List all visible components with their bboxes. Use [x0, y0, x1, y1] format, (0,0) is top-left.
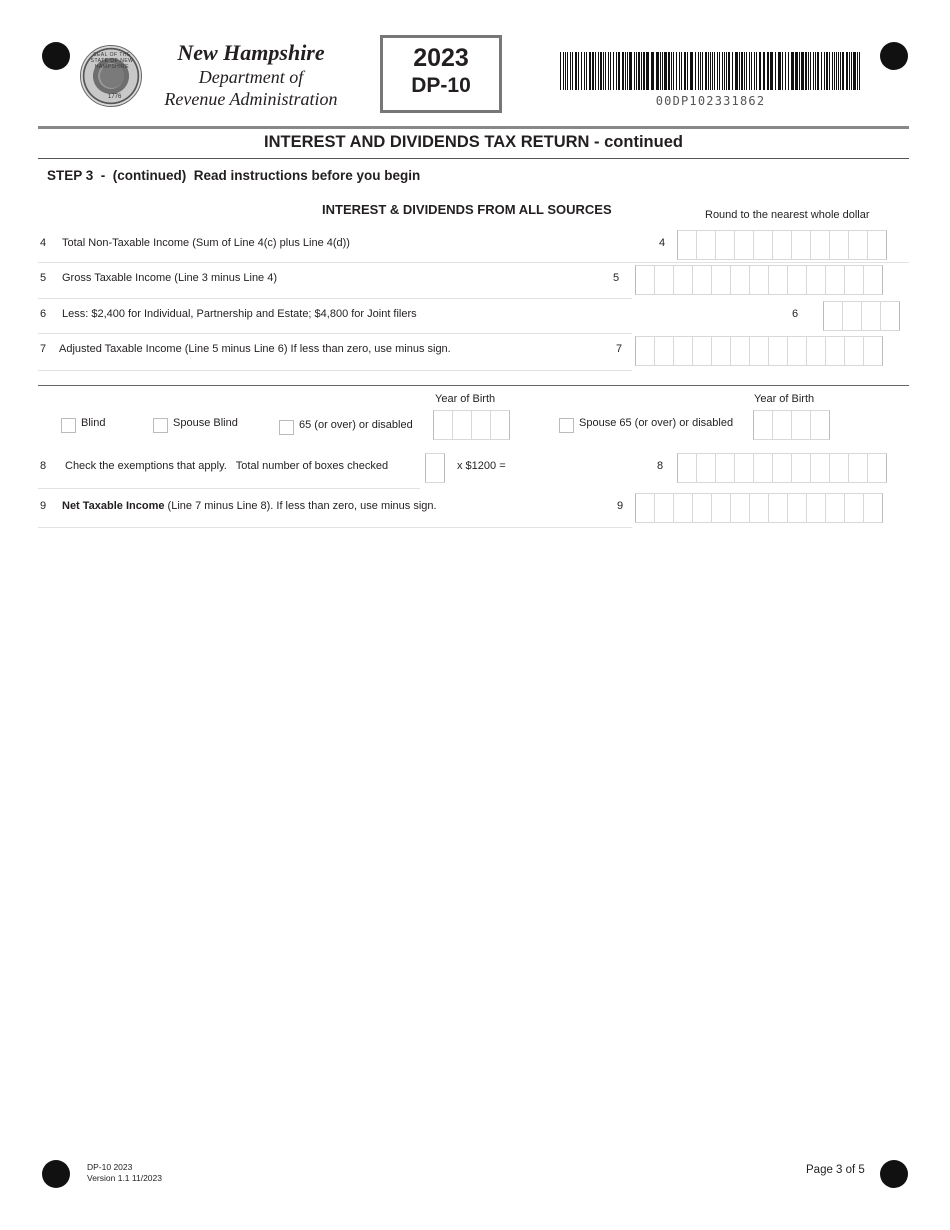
barcode-bar	[791, 52, 794, 90]
digit-cell[interactable]	[810, 453, 830, 483]
barcode-bar	[572, 52, 573, 90]
digit-cell[interactable]	[844, 336, 864, 366]
digit-cell[interactable]	[677, 453, 697, 483]
barcode-bar	[608, 52, 609, 90]
state-seal-icon: SEAL OF THE STATE OF NEW HAMPSHIRE 1776	[80, 45, 142, 107]
digit-cell[interactable]	[768, 493, 788, 523]
barcode-bar	[570, 52, 571, 90]
barcode-bar	[767, 52, 769, 90]
barcode-bar	[600, 52, 602, 90]
digit-cell[interactable]	[867, 453, 887, 483]
section-divider	[38, 385, 909, 386]
digit-cell[interactable]	[730, 493, 750, 523]
digit-cell[interactable]	[425, 453, 445, 483]
digit-cell[interactable]	[692, 493, 712, 523]
barcode-bar	[662, 52, 663, 90]
line-7-ref: 7	[616, 343, 623, 355]
barcode-bar	[726, 52, 727, 90]
barcode-bar	[817, 52, 819, 90]
barcode-bar	[714, 52, 715, 90]
barcode-bar	[857, 52, 858, 90]
footer-version: Version 1.1 11/2023	[87, 1173, 162, 1183]
barcode-bar	[634, 52, 635, 90]
barcode-bar	[651, 52, 654, 90]
barcode-bar	[778, 52, 781, 90]
barcode-bar	[756, 52, 757, 90]
barcode-bar	[724, 52, 725, 90]
barcode-bar	[826, 52, 828, 90]
line-4-label: Total Non-Taxable Income (Sum of Line 4(c) plus Line 4(d))	[62, 237, 350, 249]
barcode-bar	[698, 52, 699, 90]
barcode-bar	[702, 52, 703, 90]
agency-state: New Hampshire	[177, 40, 325, 65]
barcode-bar	[656, 52, 659, 90]
barcode-bar	[687, 52, 688, 90]
barcode-bar	[581, 52, 582, 90]
line-7-rule	[38, 370, 632, 371]
digit-cell[interactable]	[711, 265, 731, 295]
barcode-bar	[584, 52, 585, 90]
blind-label: Blind	[81, 417, 106, 429]
digit-cell[interactable]	[880, 301, 900, 331]
barcode-bar	[673, 52, 674, 90]
digit-cell[interactable]	[696, 453, 716, 483]
digit-cell[interactable]	[452, 410, 472, 440]
barcode-bar	[808, 52, 809, 90]
registration-mark-top-left	[42, 42, 70, 70]
digit-cell[interactable]	[715, 453, 735, 483]
barcode-bar	[589, 52, 591, 90]
barcode-bar	[681, 52, 682, 90]
registration-mark-bottom-right	[880, 1160, 908, 1188]
barcode-bar	[840, 52, 841, 90]
digit-cell[interactable]	[673, 493, 693, 523]
barcode-bar	[605, 52, 606, 90]
digit-cell[interactable]	[829, 230, 849, 260]
barcode-bar	[616, 52, 617, 90]
line-5-amount-field[interactable]	[635, 265, 883, 295]
digit-cell[interactable]	[635, 336, 655, 366]
barcode-bar	[603, 52, 604, 90]
barcode-bar	[805, 52, 807, 90]
barcode-bar	[801, 52, 804, 90]
form-year: 2023	[413, 44, 469, 72]
barcode-bar	[567, 52, 568, 90]
form-id-box	[380, 35, 502, 113]
digit-cell[interactable]	[635, 265, 655, 295]
barcode-bar	[849, 52, 850, 90]
barcode-bar	[744, 52, 745, 90]
digit-cell[interactable]	[673, 265, 693, 295]
barcode-bar	[684, 52, 686, 90]
barcode-bar	[763, 52, 765, 90]
digit-cell[interactable]	[715, 230, 735, 260]
digit-cell[interactable]	[825, 493, 845, 523]
digit-cell[interactable]	[711, 493, 731, 523]
digit-cell[interactable]	[863, 336, 883, 366]
line-7-number: 7	[40, 343, 47, 355]
barcode-bar	[853, 52, 856, 90]
digit-cell[interactable]	[692, 265, 712, 295]
digit-cell[interactable]	[787, 265, 807, 295]
barcode-bar	[695, 52, 696, 90]
line-7-label: Adjusted Taxable Income (Line 5 minus Line 6) If less than zero, use minus sign.	[59, 343, 451, 355]
barcode-bar	[813, 52, 814, 90]
line-9-ref: 9	[617, 500, 624, 512]
spouse-year-of-birth-field[interactable]	[753, 410, 830, 440]
spouse-age65-checkbox[interactable]	[559, 418, 574, 433]
line-7-amount-field[interactable]	[635, 336, 883, 366]
barcode-bar	[851, 52, 852, 90]
digit-cell[interactable]	[692, 336, 712, 366]
barcode-bar	[613, 52, 614, 90]
barcode-bar	[578, 52, 579, 90]
digit-cell[interactable]	[861, 301, 881, 331]
barcode-bar	[829, 52, 830, 90]
barcode-bar	[668, 52, 670, 90]
digit-cell[interactable]	[471, 410, 491, 440]
barcode-bar	[728, 52, 730, 90]
barcode-bar	[592, 52, 594, 90]
line-4-rule	[38, 262, 909, 263]
line-9-label-rest: (Line 7 minus Line 8). If less than zero, use minus sign.	[164, 500, 437, 512]
line-6-amount-field[interactable]	[823, 301, 900, 331]
barcode-bar	[719, 52, 720, 90]
barcode-bar	[754, 52, 755, 90]
age65-checkbox[interactable]	[279, 420, 294, 435]
line-9-label-bold: Net Taxable Income	[62, 500, 165, 512]
digit-cell[interactable]	[490, 410, 510, 440]
barcode-bar	[722, 52, 723, 90]
barcode-bar	[775, 52, 776, 90]
line-4-number: 4	[40, 237, 47, 249]
digit-cell[interactable]	[753, 230, 773, 260]
barcode-bar	[560, 52, 561, 90]
barcode-text: 00DP102331862	[655, 94, 766, 108]
barcode-bar	[710, 52, 711, 90]
digit-cell[interactable]	[768, 265, 788, 295]
line-5-ref: 5	[613, 272, 620, 284]
barcode-bar	[749, 52, 750, 90]
digit-cell[interactable]	[654, 493, 674, 523]
digit-cell[interactable]	[867, 230, 887, 260]
line-8-multiplier: x $1200 =	[457, 460, 506, 472]
barcode-bar	[821, 52, 822, 90]
barcode-bar	[770, 52, 773, 90]
digit-cell[interactable]	[635, 493, 655, 523]
digit-cell[interactable]	[863, 265, 883, 295]
digit-cell[interactable]	[810, 410, 830, 440]
barcode-bar	[838, 52, 839, 90]
digit-cell[interactable]	[654, 336, 674, 366]
digit-cell[interactable]	[829, 453, 849, 483]
barcode-bar	[815, 52, 816, 90]
barcode-bar	[638, 52, 640, 90]
digit-cell[interactable]	[673, 336, 693, 366]
barcode-bar	[565, 52, 566, 90]
line-8-rule	[38, 488, 420, 489]
digit-cell[interactable]	[696, 230, 716, 260]
digit-cell[interactable]	[787, 336, 807, 366]
barcode-bar	[785, 52, 786, 90]
digit-cell[interactable]	[768, 336, 788, 366]
line-9-number: 9	[40, 500, 47, 512]
barcode-bar	[646, 52, 649, 90]
barcode-bar	[759, 52, 761, 90]
barcode-bar	[660, 52, 661, 90]
digit-cell[interactable]	[806, 265, 826, 295]
digit-cell[interactable]	[753, 410, 773, 440]
footer-page-number: Page 3 of 5	[806, 1164, 865, 1176]
digit-cell[interactable]	[677, 230, 697, 260]
barcode-bar	[671, 52, 672, 90]
spouse-age65-label: Spouse 65 (or over) or disabled	[579, 417, 734, 429]
digit-cell[interactable]	[791, 410, 811, 440]
barcode-bar	[735, 52, 738, 90]
registration-mark-top-right	[880, 42, 908, 70]
barcode-bar	[575, 52, 577, 90]
line-6-label: Less: $2,400 for Individual, Partnership and Estate; $4,800 for Joint filers	[62, 308, 417, 320]
form-number: DP-10	[411, 74, 471, 97]
line-8-ref: 8	[657, 460, 664, 472]
barcode-bar	[625, 52, 626, 90]
barcode-bar	[690, 52, 693, 90]
line-6-rule	[38, 333, 632, 334]
digit-cell[interactable]	[749, 336, 769, 366]
digit-cell[interactable]	[844, 493, 864, 523]
barcode-bar	[739, 52, 740, 90]
line-6-ref: 6	[792, 308, 799, 320]
page-title: INTEREST AND DIVIDENDS TAX RETURN - continued	[264, 133, 683, 151]
line-6-number: 6	[40, 308, 47, 320]
barcode-bar	[832, 52, 833, 90]
spouse-blind-checkbox[interactable]	[153, 418, 168, 433]
barcode-bar	[746, 52, 747, 90]
digit-cell[interactable]	[734, 230, 754, 260]
barcode-bar	[629, 52, 632, 90]
barcode-bar	[824, 52, 825, 90]
title-rule-top	[38, 126, 909, 129]
year-of-birth-field[interactable]	[433, 410, 510, 440]
barcode-bar	[641, 52, 642, 90]
barcode-bar	[679, 52, 680, 90]
line-8-amount-field[interactable]	[677, 453, 887, 483]
digit-cell[interactable]	[730, 336, 750, 366]
agency-dept-line1: Department of	[198, 67, 304, 87]
barcode-bar	[610, 52, 611, 90]
barcode-bar	[705, 52, 707, 90]
agency-dept-line2: Revenue Administration	[164, 89, 338, 109]
spouse-year-of-birth-label: Year of Birth	[754, 393, 815, 405]
digit-cell[interactable]	[772, 410, 792, 440]
digit-cell[interactable]	[734, 453, 754, 483]
line-4-ref: 4	[659, 237, 666, 249]
digit-cell[interactable]	[806, 493, 826, 523]
digit-cell[interactable]	[749, 265, 769, 295]
barcode-bar	[676, 52, 677, 90]
line-5-number: 5	[40, 272, 47, 284]
barcode-bar	[563, 52, 564, 90]
barcode-bar	[782, 52, 783, 90]
barcode-bar	[700, 52, 701, 90]
barcode-bar	[643, 52, 645, 90]
digit-cell[interactable]	[433, 410, 453, 440]
digit-cell[interactable]	[654, 265, 674, 295]
barcode-bar	[664, 52, 667, 90]
barcode-bar	[751, 52, 752, 90]
digit-cell[interactable]	[863, 493, 883, 523]
barcode-bar	[627, 52, 628, 90]
barcode-bar	[834, 52, 835, 90]
title-rule-bottom	[38, 158, 909, 159]
digit-cell[interactable]	[730, 265, 750, 295]
barcode-bar	[859, 52, 860, 90]
barcode-bar	[636, 52, 637, 90]
blind-checkbox[interactable]	[61, 418, 76, 433]
digit-cell[interactable]	[787, 493, 807, 523]
line-9-amount-field[interactable]	[635, 493, 883, 523]
barcode-bar	[842, 52, 844, 90]
round-note: Round to the nearest whole dollar	[705, 209, 870, 221]
digit-cell[interactable]	[772, 230, 792, 260]
barcode-bar	[598, 52, 599, 90]
barcode-bar	[788, 52, 789, 90]
digit-cell[interactable]	[711, 336, 731, 366]
barcode-bar	[622, 52, 624, 90]
digit-cell[interactable]	[806, 336, 826, 366]
line-8-label: Check the exemptions that apply. Total number of boxes checked	[65, 460, 389, 472]
digit-cell[interactable]	[749, 493, 769, 523]
digit-cell[interactable]	[810, 230, 830, 260]
footer-form-year: DP-10 2023	[87, 1162, 133, 1172]
digit-cell[interactable]	[753, 453, 773, 483]
year-of-birth-label: Year of Birth	[435, 393, 496, 405]
barcode	[560, 52, 861, 90]
digit-cell[interactable]	[825, 265, 845, 295]
digit-cell[interactable]	[772, 453, 792, 483]
barcode-bar	[708, 52, 709, 90]
barcode-bar	[846, 52, 848, 90]
line-5-label: Gross Taxable Income (Line 3 minus Line 4)	[62, 272, 278, 284]
line-4-amount-field[interactable]	[677, 230, 887, 260]
digit-cell[interactable]	[823, 301, 843, 331]
barcode-bar	[799, 52, 800, 90]
digit-cell[interactable]	[844, 265, 864, 295]
line-5-rule	[38, 298, 632, 299]
barcode-bar	[717, 52, 718, 90]
line-9-rule	[38, 527, 632, 528]
barcode-bar	[618, 52, 620, 90]
barcode-bar	[810, 52, 811, 90]
section-title: INTEREST & DIVIDENDS FROM ALL SOURCES	[322, 202, 612, 217]
digit-cell[interactable]	[848, 453, 868, 483]
line-8-number: 8	[40, 460, 47, 472]
barcode-bar	[732, 52, 733, 90]
digit-cell[interactable]	[842, 301, 862, 331]
barcode-bar	[586, 52, 587, 90]
digit-cell[interactable]	[825, 336, 845, 366]
barcode-bar	[595, 52, 596, 90]
step-heading: STEP 3 - (continued) Read instructions before you begin	[47, 168, 421, 183]
digit-cell[interactable]	[791, 453, 811, 483]
age65-label: 65 (or over) or disabled	[299, 419, 413, 431]
digit-cell[interactable]	[791, 230, 811, 260]
digit-cell[interactable]	[848, 230, 868, 260]
barcode-bar	[741, 52, 743, 90]
barcode-bar	[795, 52, 798, 90]
boxes-checked-count-field[interactable]	[425, 453, 445, 483]
barcode-bar	[836, 52, 837, 90]
line-9-label	[62, 500, 437, 512]
registration-mark-bottom-left	[42, 1160, 70, 1188]
spouse-blind-label: Spouse Blind	[173, 417, 238, 429]
barcode-bar	[712, 52, 713, 90]
